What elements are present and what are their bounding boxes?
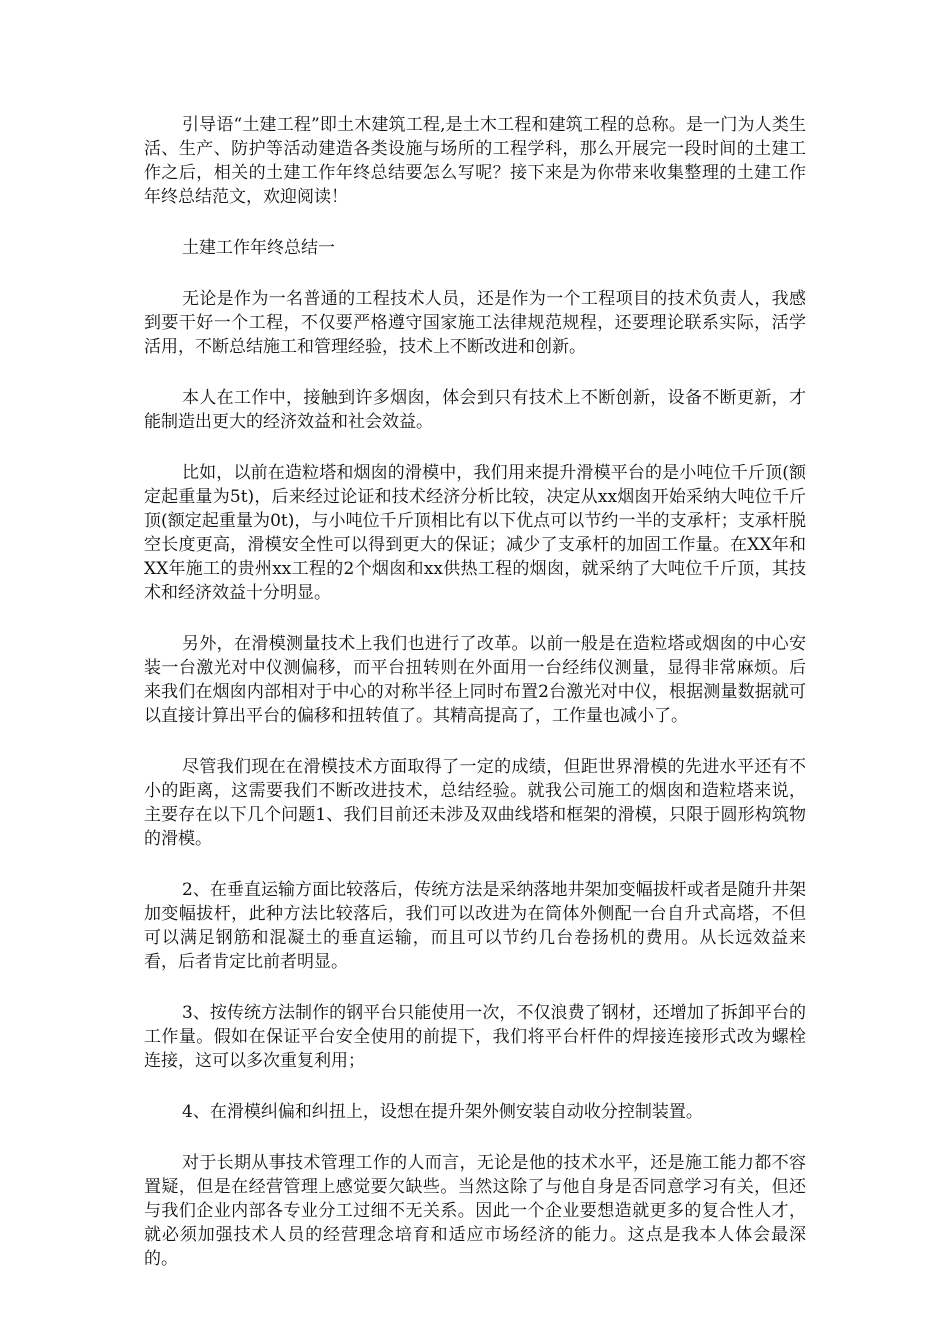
body-paragraph-4: 另外，在滑模测量技术上我们也进行了改革。以前一般是在造粒塔或烟囱的中心安装一台激光对中仪测偏移，而平台扭转则在外面用一台经纬仪测量，显得非常麻烦。后来我们在烟囱内部相对于中心的对称半径上同时布置2台激光对中仪，根据测量数据就可以直接计算出平台的偏移和扭转值了。其精高提高了，工作量也减小了。 [144,634,806,726]
section-title: 土建工作年终总结一 [182,238,335,258]
body-paragraph-5: 尽管我们现在在滑模技术方面取得了一定的成绩，但距世界滑模的先进水平还有不小的距离，这需要我们不断改进技术，总结经验。就我公司施工的烟囱和造粒塔来说，主要存在以下几个问题1、我们目前还未涉及双曲线塔和框架的滑模，只限于圆形构筑物的滑模。 [144,757,806,849]
body-paragraph-8: 4、在滑模纠偏和纠扭上，设想在提升架外侧安装自动收分控制装置。 [182,1102,703,1122]
intro-paragraph: 引导语“土建工程”即土木建筑工程,是土木工程和建筑工程的总称。是一门为人类生活、生产、防护等活动建造各类设施与场所的工程学科，那么开展完一段时间的土建工作之后，相关的土建工作年终总结要怎么写呢？接下来是为你带来收集整理的土建工作年终总结范文，欢迎阅读！ [144,115,806,207]
body-paragraph-2: 本人在工作中，接触到许多烟囱，体会到只有技术上不断创新，设备不断更新，才能制造出更大的经济效益和社会效益。 [144,388,806,432]
body-paragraph-6: 2、在垂直运输方面比较落后，传统方法是采纳落地井架加变幅拔杆或者是随升井架加变幅拔杆，此种方法比较落后，我们可以改进为在筒体外侧配一台自升式高塔，不但可以满足钢筋和混凝土的垂直运输，而且可以节约几台卷扬机的费用。从长远效益来看，后者肯定比前者明显。 [144,880,806,972]
body-paragraph-9: 对于长期从事技术管理工作的人而言，无论是他的技术水平，还是施工能力都不容置疑，但是在经营管理上感觉要欠缺些。当然这除了与他自身是否同意学习有关，但还与我们企业内部各专业分工过细不无关系。因此一个企业要想造就更多的复合性人才，就必须加强技术人员的经营理念培育和适应市场经济的能力。这点是我本人体会最深的。 [144,1153,806,1269]
body-paragraph-1: 无论是作为一名普通的工程技术人员，还是作为一个工程项目的技术负责人，我感到要干好一个工程，不仅要严格遵守国家施工法律规范规程，还要理论联系实际，活学活用，不断总结施工和管理经验，技术上不断改进和创新。 [144,289,806,357]
document-page [144,113,806,1298]
body-paragraph-7: 3、按传统方法制作的钢平台只能使用一次，不仅浪费了钢材，还增加了拆卸平台的工作量。假如在保证平台安全使用的前提下，我们将平台杆件的焊接连接形式改为螺栓连接，这可以多次重复利用； [144,1003,806,1071]
body-paragraph-3: 比如，以前在造粒塔和烟囱的滑模中，我们用来提升滑模平台的是小吨位千斤顶(额定起重量为5t)，后来经过论证和技术经济分析比较，决定从xx烟囱开始采纳大吨位千斤顶(额定起重量为0t)，与小吨位千斤顶相比有以下优点可以节约一半的支承杆；支承杆脱空长度更高，滑模安全性可以得到更大的保证；减少了支承杆的加固工作量。在XX年和XX年施工的贵州xx工程的2个烟囱和xx供热工程的烟囱，就采纳了大吨位千斤顶，其技术和经济效益十分明显。 [144,463,806,603]
